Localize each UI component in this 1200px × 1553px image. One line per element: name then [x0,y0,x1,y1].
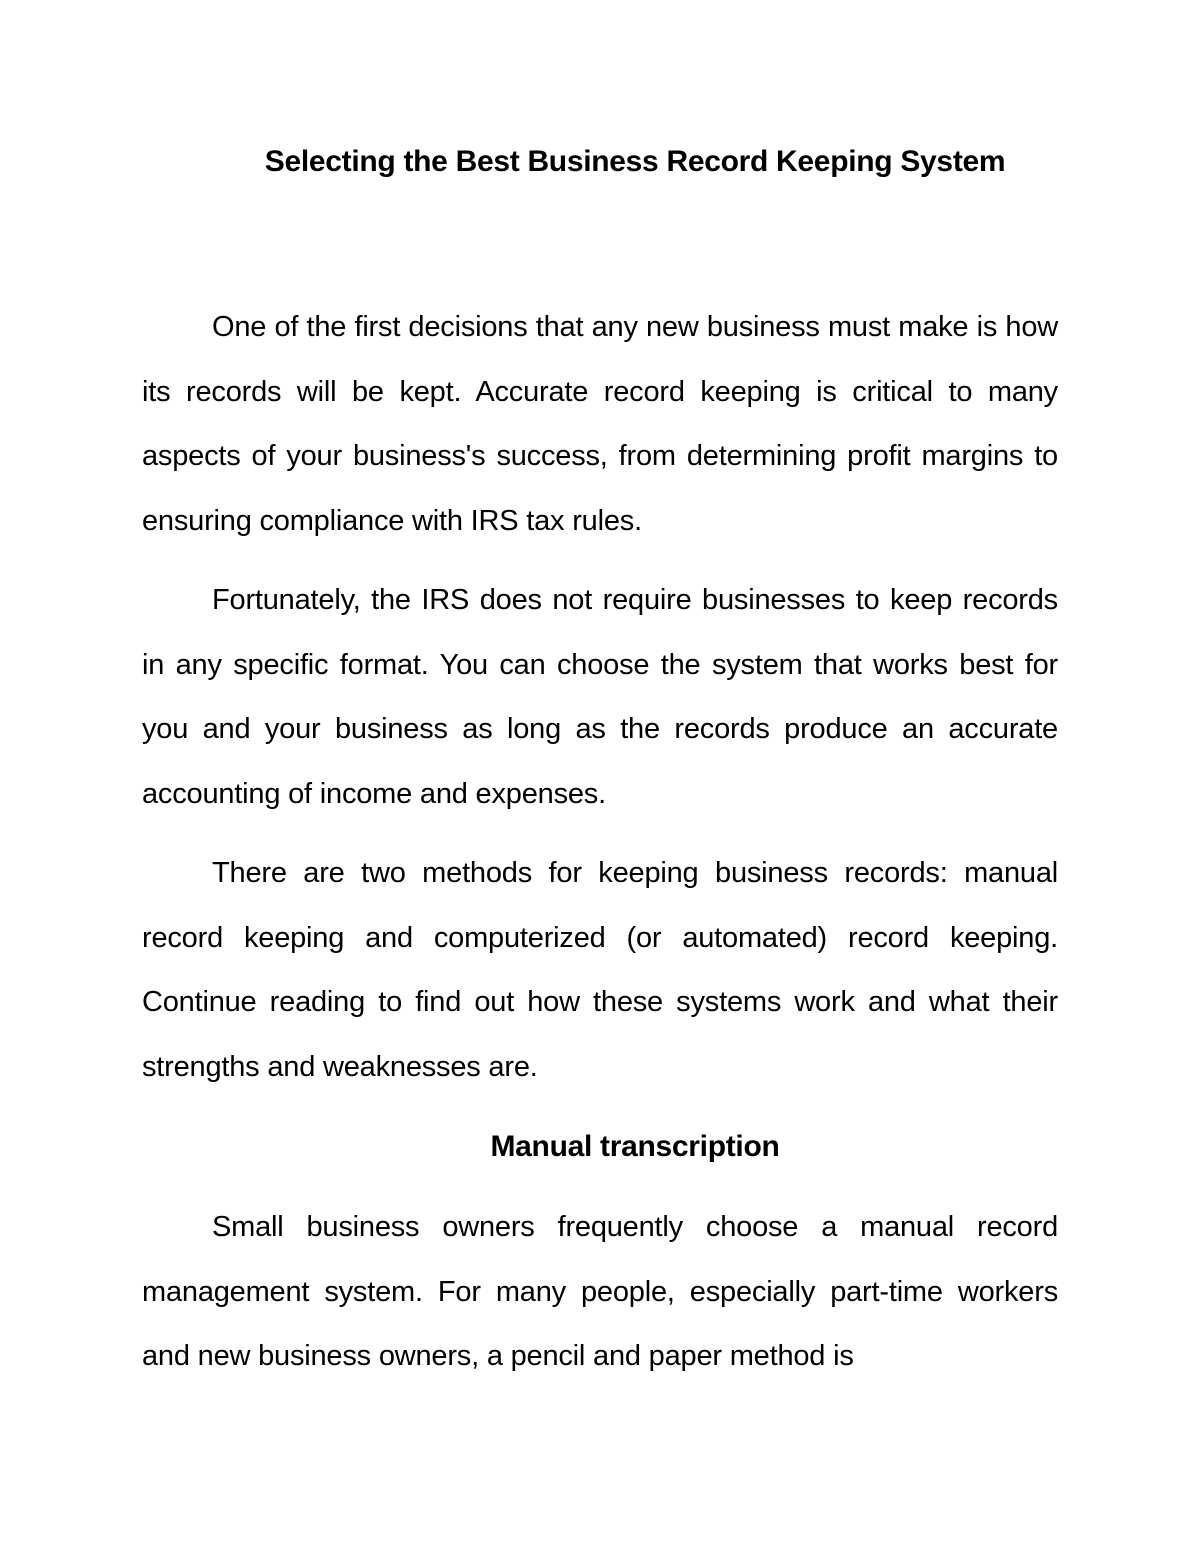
paragraph-irs-format: Fortunately, the IRS does not require businesses to keep records in any specific format. You can choose the system that works best for you and your business as long as the records produce an accurate accounting of income and expenses. [142,584,1058,810]
paragraph-record-keeping-intro: One of the first decisions that any new business must make is how its records will be kept. Accurate record keeping is critical to many aspects of your business's success, from determining profit margins to ensuring compliance with IRS tax rules. [142,311,1058,537]
paragraph-two-methods: There are two methods for keeping business records: manual record keeping and computerized (or automated) record keeping. Continue reading to find out how these systems work and what their strengths and weaknesses are. [142,857,1058,1083]
section-heading-manual-transcription: Manual transcription [490,1130,780,1163]
document-title: Selecting the Best Business Record Keeping System [264,145,1006,178]
paragraph-manual-system: Small business owners frequently choose a manual record management system. For many people, especially part-time workers and new business owners, a pencil and paper method is [142,1211,1058,1372]
